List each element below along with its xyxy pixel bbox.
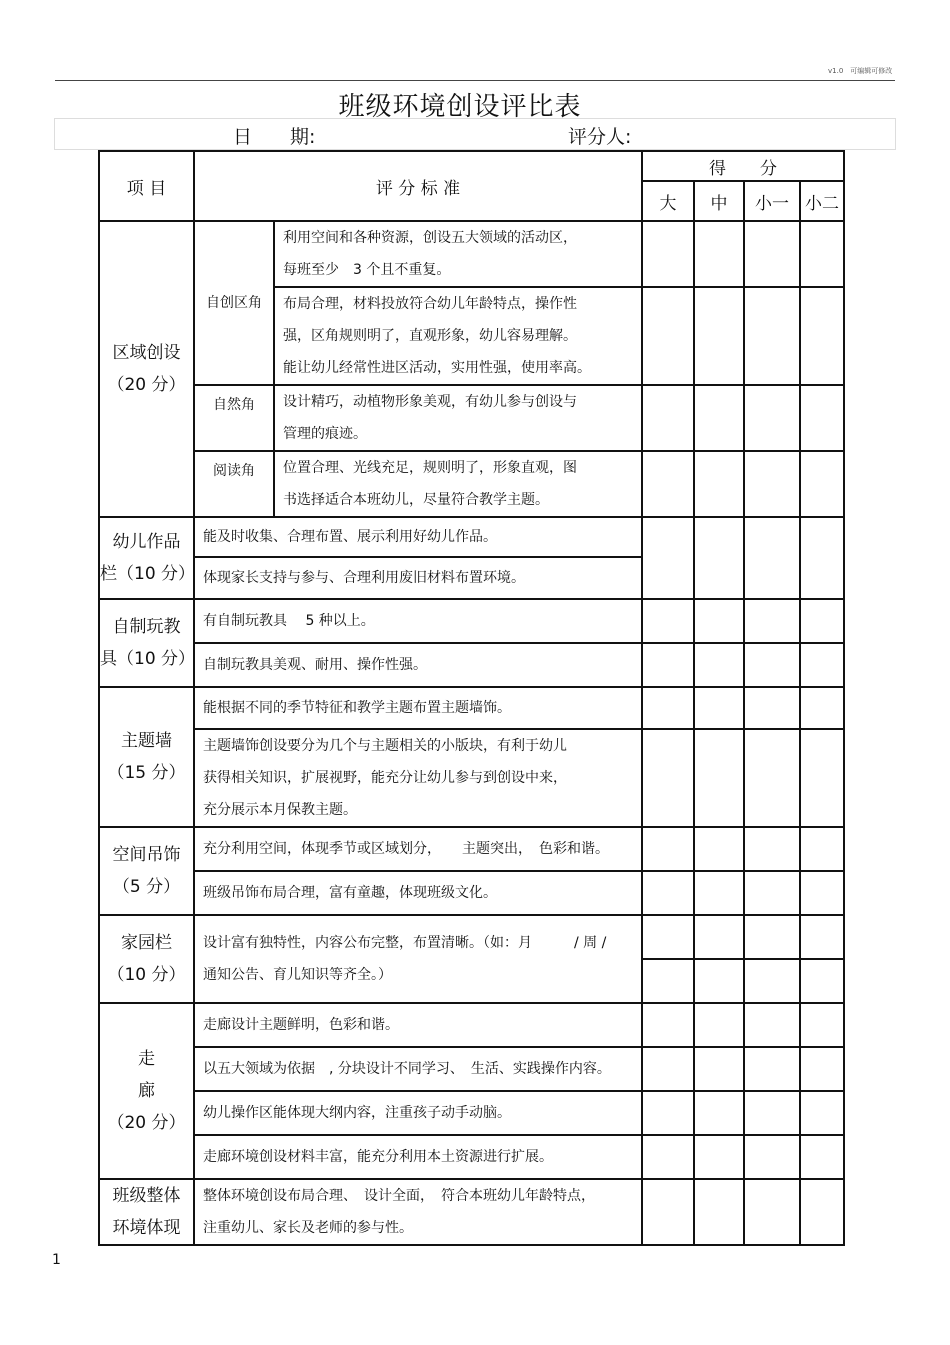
score-cell[interactable] <box>744 221 800 287</box>
score-cell[interactable] <box>744 1091 800 1135</box>
score-cell[interactable] <box>800 599 844 643</box>
score-cell[interactable] <box>744 599 800 643</box>
score-cell[interactable] <box>694 287 744 385</box>
score-cell[interactable] <box>642 287 694 385</box>
criteria-theme-2: 主题墙饰创设要分为几个与主题相关的小版块，有利于幼儿 获得相关知识，扩展视野，能充分让幼儿参与到创设中来， 充分展示本月保教主题。 <box>194 729 642 827</box>
score-cell[interactable] <box>694 1047 744 1091</box>
score-cell[interactable] <box>694 729 744 827</box>
criteria-works-2: 体现家长支持与参与、合理利用废旧材料布置环境。 <box>194 557 642 599</box>
score-col-zhong: 中 <box>694 181 744 221</box>
score-cell[interactable] <box>642 221 694 287</box>
score-cell[interactable] <box>642 1047 694 1091</box>
evaluation-table <box>98 150 845 1246</box>
score-col-da: 大 <box>642 181 694 221</box>
criteria-home-1: 设计富有独特性，内容公布完整，布置清晰。（如：月 / 周 / 通知公告、育儿知识等齐全。） <box>194 915 642 1003</box>
score-cell[interactable] <box>642 1003 694 1047</box>
score-cell[interactable] <box>694 643 744 687</box>
criteria-overall-1: 整体环境创设布局合理、 设计全面， 符合本班幼儿年龄特点， 注重幼儿、家长及老师的参与性。 <box>194 1179 642 1245</box>
criteria-hanging-2: 班级吊饰布局合理，富有童趣，体现班级文化。 <box>194 871 642 915</box>
score-cell[interactable] <box>800 517 844 599</box>
score-cell[interactable] <box>800 1135 844 1179</box>
criteria-area-3: 设计精巧，动植物形象美观，有幼儿参与创设与 管理的痕迹。 <box>274 385 642 451</box>
score-cell[interactable] <box>642 729 694 827</box>
score-column-header: 得 分 <box>642 151 844 181</box>
score-cell[interactable] <box>694 959 744 1003</box>
score-col-xiaoer: 小二 <box>800 181 844 221</box>
score-cell[interactable] <box>800 1003 844 1047</box>
score-cell[interactable] <box>800 687 844 729</box>
criteria-theme-1: 能根据不同的季节特征和教学主题布置主题墙饰。 <box>194 687 642 729</box>
score-cell[interactable] <box>744 1179 800 1245</box>
score-cell[interactable] <box>694 385 744 451</box>
score-cell[interactable] <box>642 599 694 643</box>
score-cell[interactable] <box>744 451 800 517</box>
score-cell[interactable] <box>694 451 744 517</box>
score-cell[interactable] <box>642 1091 694 1135</box>
score-cell[interactable] <box>744 1003 800 1047</box>
score-cell[interactable] <box>744 959 800 1003</box>
score-cell[interactable] <box>642 687 694 729</box>
score-cell[interactable] <box>744 385 800 451</box>
sub-reading-corner: 阅读角 <box>194 451 274 517</box>
score-cell[interactable] <box>800 729 844 827</box>
score-cell[interactable] <box>694 221 744 287</box>
score-cell[interactable] <box>744 1047 800 1091</box>
score-cell[interactable] <box>642 915 694 959</box>
score-cell[interactable] <box>744 871 800 915</box>
criteria-corridor-4: 走廊环境创设材料丰富，能充分利用本土资源进行扩展。 <box>194 1135 642 1179</box>
score-cell[interactable] <box>800 1179 844 1245</box>
score-cell[interactable] <box>642 827 694 871</box>
score-cell[interactable] <box>694 687 744 729</box>
criteria-corridor-2: 以五大领域为依据 , 分块设计不同学习、 生活、实践操作内容。 <box>194 1047 642 1091</box>
score-cell[interactable] <box>694 871 744 915</box>
score-cell[interactable] <box>800 1047 844 1091</box>
criteria-toys-2: 自制玩教具美观、耐用、操作性强。 <box>194 643 642 687</box>
score-cell[interactable] <box>642 517 694 599</box>
score-cell[interactable] <box>694 1003 744 1047</box>
section-area: 区域创设 （20 分） <box>99 221 194 517</box>
date-label: 日 期: <box>233 126 316 148</box>
criteria-area-4: 位置合理、光线充足，规则明了，形象直观，图 书选择适合本班幼儿，尽量符合教学主题。 <box>274 451 642 517</box>
score-cell[interactable] <box>800 915 844 959</box>
score-cell[interactable] <box>744 1135 800 1179</box>
sub-nature-corner: 自然角 <box>194 385 274 451</box>
score-cell[interactable] <box>694 517 744 599</box>
version-label: v1.0 可编辑可修改 <box>828 67 893 75</box>
score-cell[interactable] <box>642 871 694 915</box>
score-cell[interactable] <box>642 451 694 517</box>
criteria-toys-1: 有自制玩教具 5 种以上。 <box>194 599 642 643</box>
score-cell[interactable] <box>800 451 844 517</box>
score-cell[interactable] <box>800 1091 844 1135</box>
sub-self-corner: 自创区角 <box>194 221 274 385</box>
score-cell[interactable] <box>744 287 800 385</box>
criteria-area-1: 利用空间和各种资源，创设五大领域的活动区， 每班至少 3 个且不重复。 <box>274 221 642 287</box>
section-corridor: 走 廊 （20 分） <box>99 1003 194 1179</box>
score-cell[interactable] <box>744 729 800 827</box>
section-hanging: 空间吊饰 （5 分） <box>99 827 194 915</box>
score-cell[interactable] <box>694 1091 744 1135</box>
score-cell[interactable] <box>800 871 844 915</box>
criteria-works-1: 能及时收集、合理布置、展示利用好幼儿作品。 <box>194 517 642 557</box>
score-cell[interactable] <box>642 1135 694 1179</box>
score-cell[interactable] <box>694 827 744 871</box>
score-cell[interactable] <box>642 643 694 687</box>
score-cell[interactable] <box>694 599 744 643</box>
score-cell[interactable] <box>642 1179 694 1245</box>
section-toys: 自制玩教 具（10 分） <box>99 599 194 687</box>
criteria-corridor-1: 走廊设计主题鲜明，色彩和谐。 <box>194 1003 642 1047</box>
page-number: 1 <box>52 1252 61 1268</box>
score-cell[interactable] <box>744 687 800 729</box>
meta-row <box>54 118 896 150</box>
score-cell[interactable] <box>744 827 800 871</box>
section-home: 家园栏 （10 分） <box>99 915 194 1003</box>
score-cell[interactable] <box>800 643 844 687</box>
criteria-corridor-3: 幼儿操作区能体现大纲内容，注重孩子动手动脑。 <box>194 1091 642 1135</box>
criteria-area-2: 布局合理，材料投放符合幼儿年龄特点，操作性 强，区角规则明了，直观形象，幼儿容易理解。 能让幼儿经常性进区活动，实用性强，使用率高。 <box>274 287 642 385</box>
score-cell[interactable] <box>694 1179 744 1245</box>
score-cell[interactable] <box>744 915 800 959</box>
score-cell[interactable] <box>800 959 844 1003</box>
header-rule <box>55 80 895 81</box>
score-cell[interactable] <box>800 287 844 385</box>
score-cell[interactable] <box>800 827 844 871</box>
score-cell[interactable] <box>694 1135 744 1179</box>
score-cell[interactable] <box>744 643 800 687</box>
criteria-column-header: 评 分 标 准 <box>194 151 642 221</box>
criteria-hanging-1: 充分利用空间，体现季节或区域划分， 主题突出， 色彩和谐。 <box>194 827 642 871</box>
score-cell[interactable] <box>642 959 694 1003</box>
score-cell[interactable] <box>744 517 800 599</box>
score-cell[interactable] <box>642 385 694 451</box>
score-cell[interactable] <box>800 385 844 451</box>
section-overall: 班级整体 环境体现 <box>99 1179 194 1245</box>
page-title: 班级环境创设评比表 <box>338 92 582 122</box>
score-cell[interactable] <box>694 915 744 959</box>
scorer-label: 评分人: <box>568 126 632 148</box>
score-col-xiaoyi: 小一 <box>744 181 800 221</box>
section-theme-wall: 主题墙 （15 分） <box>99 687 194 827</box>
item-column-header: 项 目 <box>99 151 194 221</box>
section-works: 幼儿作品 栏（10 分） <box>99 517 194 599</box>
score-cell[interactable] <box>800 221 844 287</box>
